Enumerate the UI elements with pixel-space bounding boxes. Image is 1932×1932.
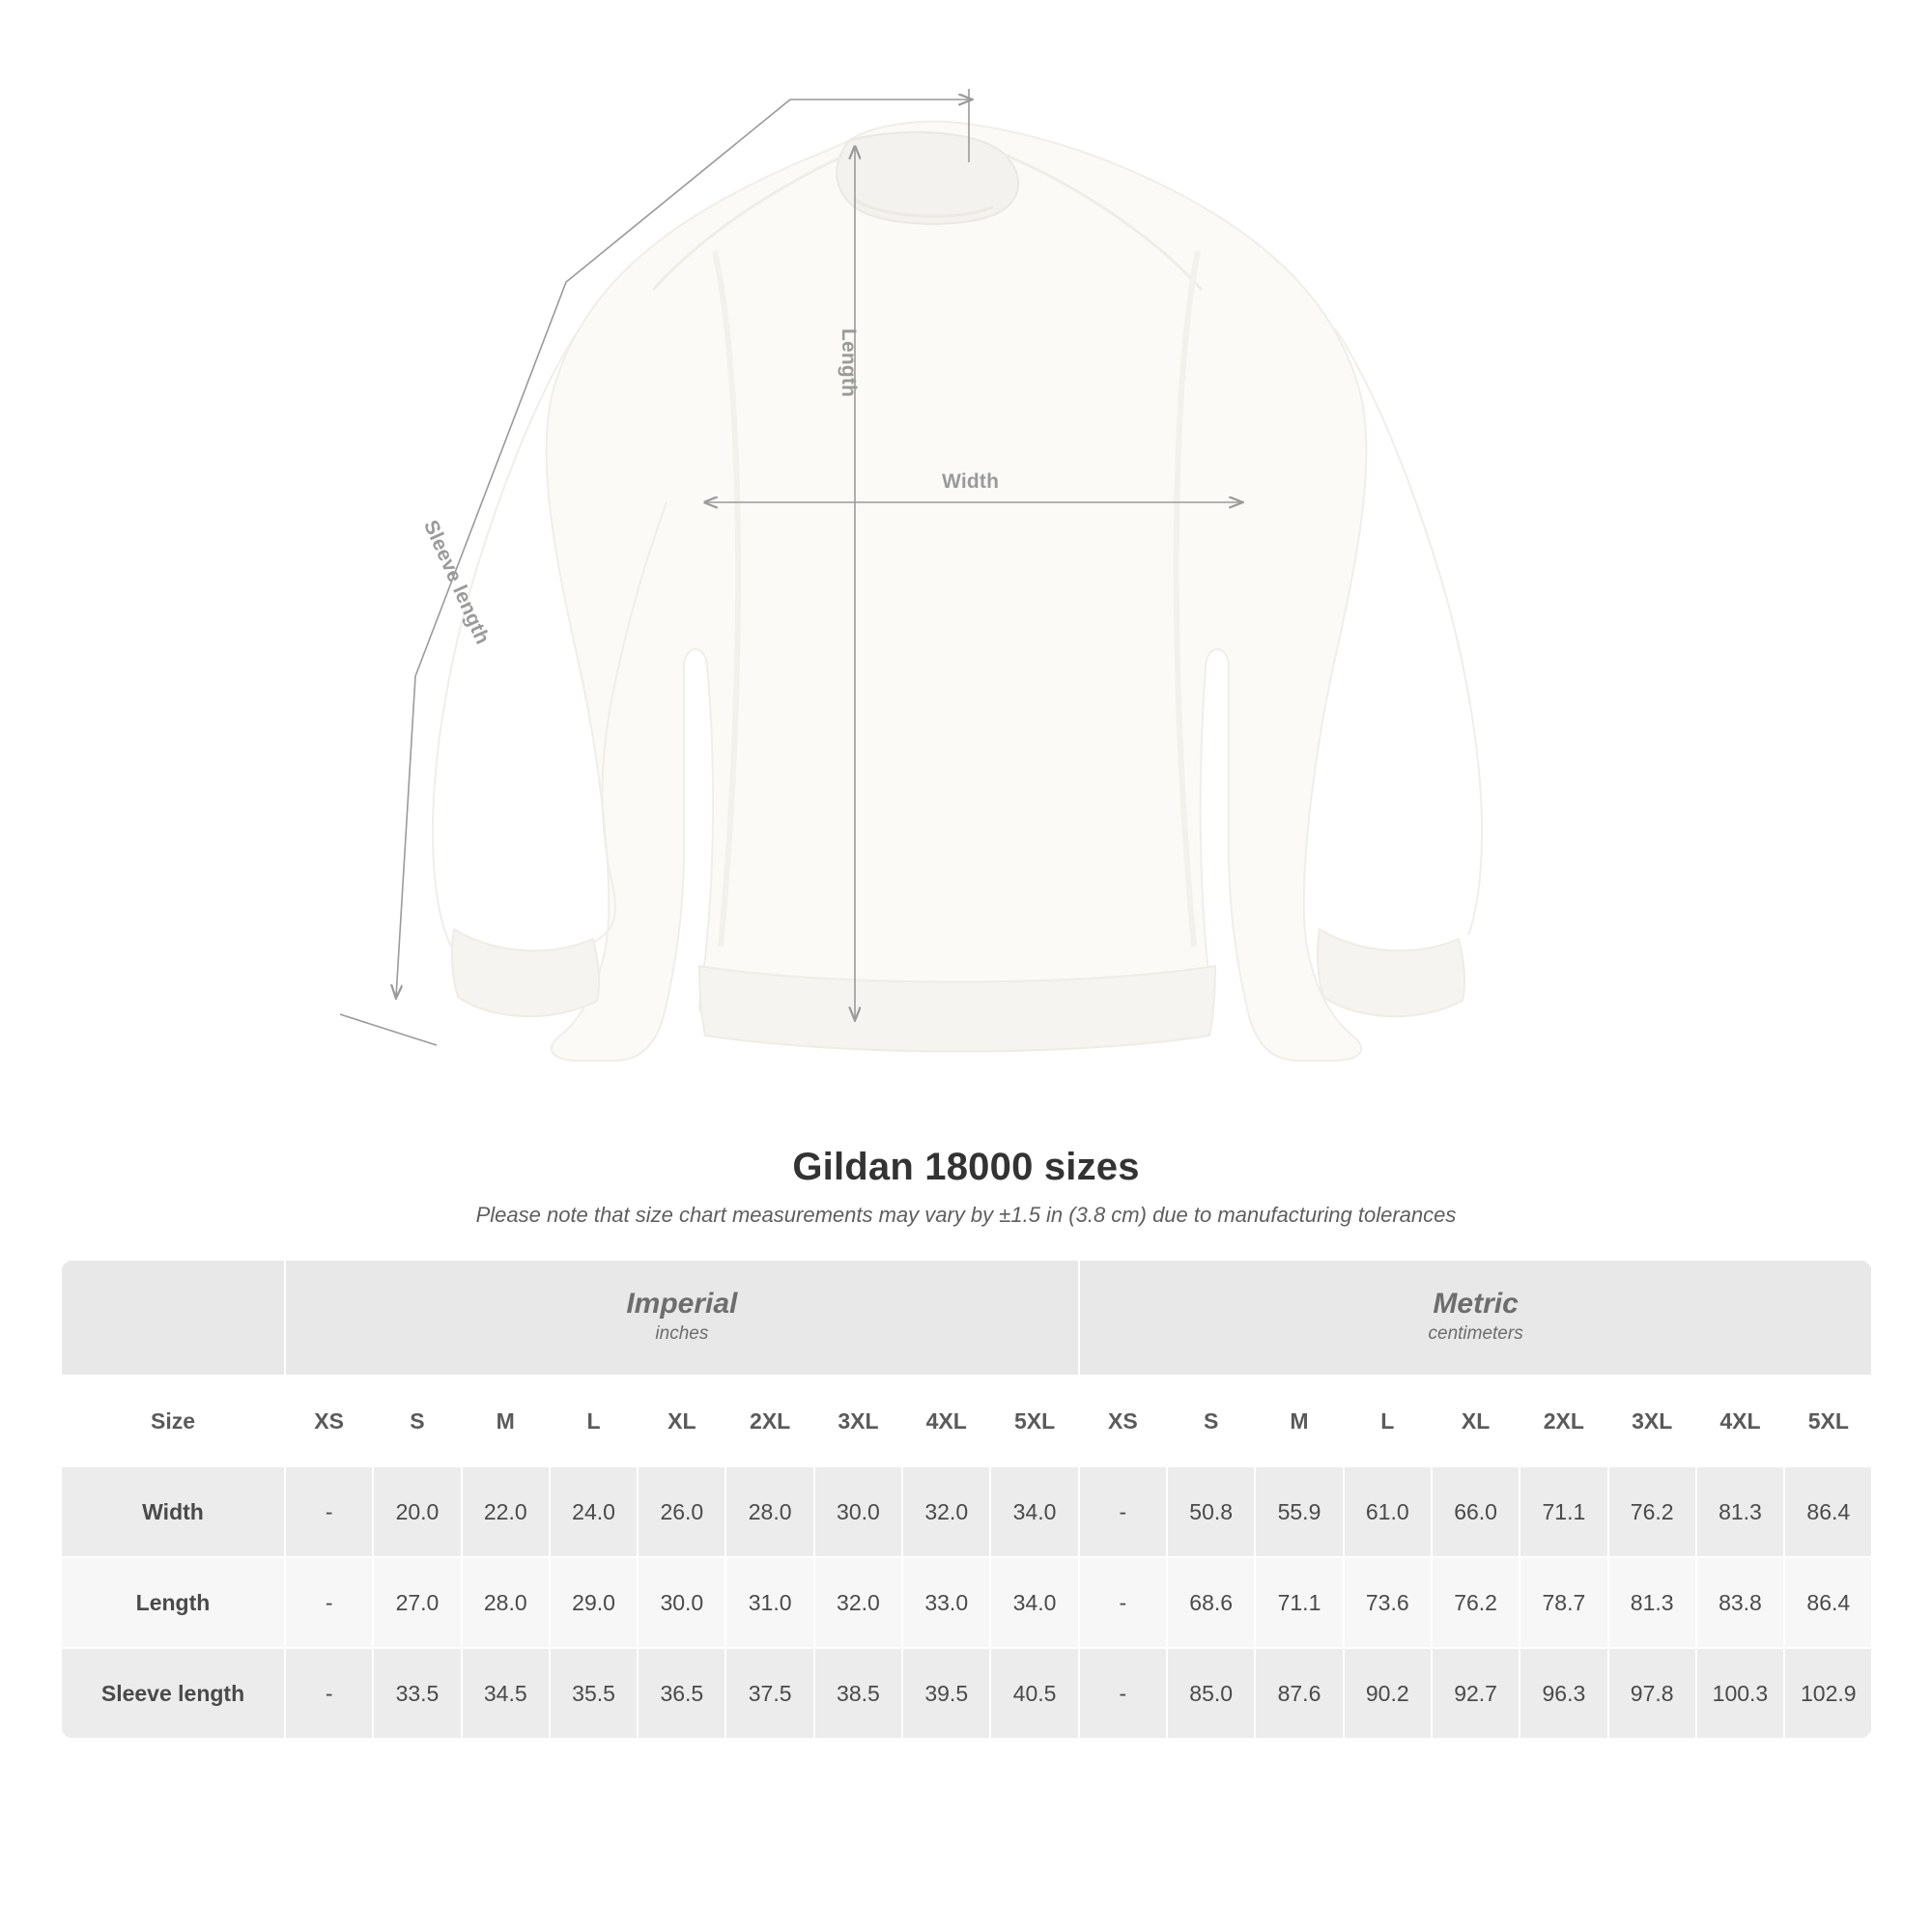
- cell-length-metric-l: 73.6: [1344, 1557, 1432, 1648]
- cell-width-imperial-3xl: 30.0: [814, 1466, 902, 1557]
- unit-group-imperial: [285, 1260, 1079, 1376]
- cell-length-imperial-l: 29.0: [550, 1557, 638, 1648]
- size-header-imperial-l: L: [550, 1376, 638, 1466]
- cell-sleeve-metric-s: 85.0: [1167, 1648, 1255, 1739]
- cell-length-metric-m: 71.1: [1255, 1557, 1343, 1648]
- size-header-metric-xs: XS: [1079, 1376, 1167, 1466]
- width-dimension-label: Width: [942, 470, 1000, 493]
- cell-length-metric-5xl: 86.4: [1784, 1557, 1872, 1648]
- size-header-metric-l: L: [1344, 1376, 1432, 1466]
- cell-sleeve-metric-xl: 92.7: [1432, 1648, 1520, 1739]
- cell-length-metric-4xl: 83.8: [1696, 1557, 1784, 1648]
- size-header-row: [61, 1376, 1872, 1466]
- cell-length-imperial-4xl: 33.0: [902, 1557, 990, 1648]
- cell-sleeve-metric-5xl: 102.9: [1784, 1648, 1872, 1739]
- unit-group-row: [61, 1260, 1872, 1376]
- cell-width-imperial-4xl: 32.0: [902, 1466, 990, 1557]
- size-header-label: Size: [61, 1376, 285, 1466]
- size-header-imperial-4xl: 4XL: [902, 1376, 990, 1466]
- cell-width-imperial-m: 22.0: [462, 1466, 550, 1557]
- cell-sleeve-metric-xs: -: [1079, 1648, 1167, 1739]
- size-header-imperial-xs: XS: [285, 1376, 373, 1466]
- unit-group-imperial-name: Imperial: [626, 1287, 738, 1320]
- size-header-metric-5xl: 5XL: [1784, 1376, 1872, 1466]
- size-header-imperial-m: M: [462, 1376, 550, 1466]
- cell-width-imperial-5xl: 34.0: [990, 1466, 1078, 1557]
- cell-sleeve-metric-2xl: 96.3: [1520, 1648, 1607, 1739]
- cell-width-metric-3xl: 76.2: [1608, 1466, 1696, 1557]
- cell-sleeve-imperial-xs: -: [285, 1648, 373, 1739]
- cell-width-imperial-l: 24.0: [550, 1466, 638, 1557]
- cell-width-metric-4xl: 81.3: [1696, 1466, 1784, 1557]
- cell-width-imperial-s: 20.0: [373, 1466, 461, 1557]
- cell-length-imperial-2xl: 31.0: [725, 1557, 813, 1648]
- size-header-metric-3xl: 3XL: [1608, 1376, 1696, 1466]
- size-header-imperial-s: S: [373, 1376, 461, 1466]
- cell-length-imperial-xl: 30.0: [638, 1557, 725, 1648]
- size-header-imperial-3xl: 3XL: [814, 1376, 902, 1466]
- size-header-metric-s: S: [1167, 1376, 1255, 1466]
- sleeve-length-dimension-label: Sleeve length: [418, 517, 495, 648]
- unit-group-metric: [1079, 1260, 1872, 1376]
- unit-group-metric-sub: centimeters: [1428, 1323, 1523, 1344]
- cell-sleeve-imperial-3xl: 38.5: [814, 1648, 902, 1739]
- size-header-metric-xl: XL: [1432, 1376, 1520, 1466]
- cell-sleeve-metric-m: 87.6: [1255, 1648, 1343, 1739]
- size-header-imperial-2xl: 2XL: [725, 1376, 813, 1466]
- row-label-length: Length: [61, 1557, 285, 1648]
- cell-width-metric-xs: -: [1079, 1466, 1167, 1557]
- cell-width-imperial-2xl: 28.0: [725, 1466, 813, 1557]
- size-header-metric-4xl: 4XL: [1696, 1376, 1784, 1466]
- cell-length-metric-3xl: 81.3: [1608, 1557, 1696, 1648]
- cell-sleeve-metric-4xl: 100.3: [1696, 1648, 1784, 1739]
- size-header-metric-2xl: 2XL: [1520, 1376, 1607, 1466]
- title-block: [0, 1146, 1932, 1228]
- cell-length-metric-2xl: 78.7: [1520, 1557, 1607, 1648]
- cell-width-imperial-xs: -: [285, 1466, 373, 1557]
- cell-length-imperial-xs: -: [285, 1557, 373, 1648]
- size-table-wrapper: [60, 1259, 1872, 1740]
- cell-length-metric-xs: -: [1079, 1557, 1167, 1648]
- cell-width-metric-s: 50.8: [1167, 1466, 1255, 1557]
- table-corner-cell: [61, 1260, 285, 1376]
- cell-sleeve-metric-l: 90.2: [1344, 1648, 1432, 1739]
- length-dimension-label: Length: [838, 328, 860, 398]
- cell-length-imperial-m: 28.0: [462, 1557, 550, 1648]
- size-header-imperial-xl: XL: [638, 1376, 725, 1466]
- cell-length-metric-s: 68.6: [1167, 1557, 1255, 1648]
- cell-width-metric-xl: 66.0: [1432, 1466, 1520, 1557]
- table-row: [61, 1466, 1872, 1557]
- page-title: Gildan 18000 sizes: [792, 1146, 1140, 1188]
- table-row: [61, 1648, 1872, 1739]
- cell-width-metric-5xl: 86.4: [1784, 1466, 1872, 1557]
- table-row: [61, 1557, 1872, 1648]
- cell-sleeve-metric-3xl: 97.8: [1608, 1648, 1696, 1739]
- cell-width-metric-2xl: 71.1: [1520, 1466, 1607, 1557]
- unit-group-metric-name: Metric: [1433, 1287, 1519, 1320]
- unit-group-imperial-sub: inches: [655, 1323, 709, 1344]
- size-header-imperial-5xl: 5XL: [990, 1376, 1078, 1466]
- cell-sleeve-imperial-xl: 36.5: [638, 1648, 725, 1739]
- cell-sleeve-imperial-m: 34.5: [462, 1648, 550, 1739]
- cell-sleeve-imperial-4xl: 39.5: [902, 1648, 990, 1739]
- cell-sleeve-imperial-l: 35.5: [550, 1648, 638, 1739]
- cell-length-imperial-s: 27.0: [373, 1557, 461, 1648]
- cell-width-imperial-xl: 26.0: [638, 1466, 725, 1557]
- row-label-width: Width: [61, 1466, 285, 1557]
- size-table: [60, 1259, 1872, 1740]
- cell-sleeve-imperial-5xl: 40.5: [990, 1648, 1078, 1739]
- cell-width-metric-m: 55.9: [1255, 1466, 1343, 1557]
- tolerance-note: Please note that size chart measurements may vary by ±1.5 in (3.8 cm) due to manufacturing tolerances: [475, 1203, 1457, 1227]
- cell-length-imperial-5xl: 34.0: [990, 1557, 1078, 1648]
- cell-length-metric-xl: 76.2: [1432, 1557, 1520, 1648]
- cell-sleeve-imperial-s: 33.5: [373, 1648, 461, 1739]
- cell-width-metric-l: 61.0: [1344, 1466, 1432, 1557]
- cell-sleeve-imperial-2xl: 37.5: [725, 1648, 813, 1739]
- row-label-sleeve-length: Sleeve length: [61, 1648, 285, 1739]
- cell-length-imperial-3xl: 32.0: [814, 1557, 902, 1648]
- size-header-metric-m: M: [1255, 1376, 1343, 1466]
